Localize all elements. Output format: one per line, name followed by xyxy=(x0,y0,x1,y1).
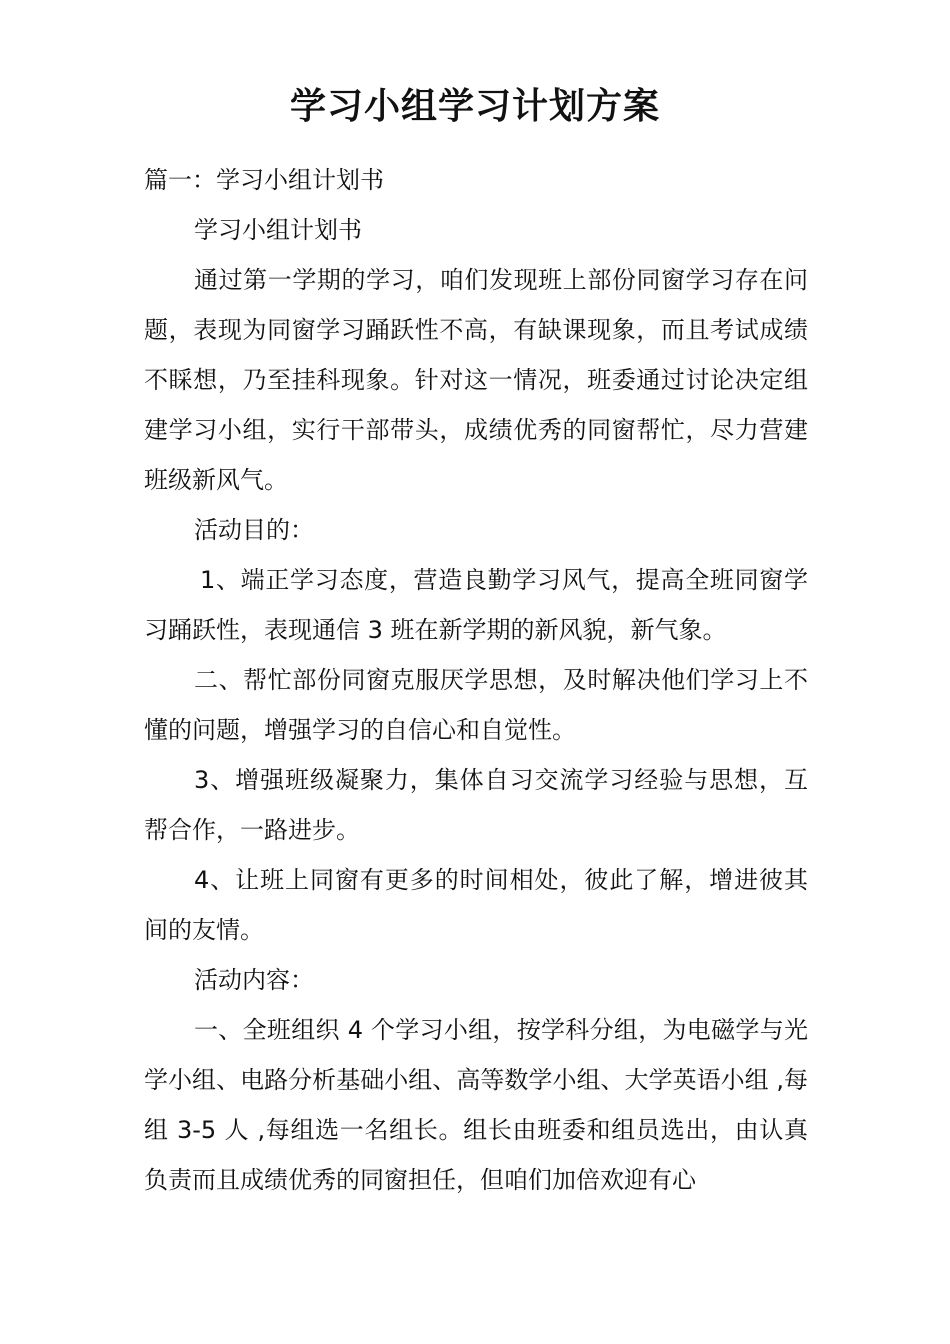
content-item-1: 一、全班组织 4 个学习小组，按学科分组，为电磁学与光学小组、电路分析基础小组、高等数学小组、大学英语小组 ,每组 3-5 人 ,每组选一名组长。组长由班委和组员选出，由认真负责而且成绩优秀的同窗担任，但咱们加倍欢迎有心 xyxy=(144,1016,808,1194)
purpose-item-1: 1、端正学习态度，营造良勤学习风气，提高全班同窗学习踊跃性，表现通信 3 班在新学期的新风貌，新气象。 xyxy=(144,566,808,644)
subtitle-paragraph: 学习小组计划书 xyxy=(194,216,362,244)
purpose-heading: 活动目的： xyxy=(194,516,314,544)
intro-paragraph: 通过第一学期的学习，咱们发现班上部份同窗学习存在问题，表现为同窗学习踊跃性不高，有缺课现象，而且考试成绩不睬想，乃至挂科现象。针对这一情况，班委通过讨论决定组建学习小组，实行干部带头，成绩优秀的同窗帮忙，尽力营建班级新风气。 xyxy=(144,266,808,494)
purpose-item-4: 4、让班上同窗有更多的时间相处，彼此了解，增进彼其间的友情。 xyxy=(144,866,808,944)
document-body xyxy=(144,155,808,1205)
content-heading: 活动内容： xyxy=(194,966,314,994)
purpose-item-2: 二、帮忙部份同窗克服厌学思想，及时解决他们学习上不懂的问题，增强学习的自信心和自觉性。 xyxy=(144,666,808,744)
document-title: 学习小组学习计划方案 xyxy=(289,86,660,127)
section-heading: 篇一：学习小组计划书 xyxy=(144,166,384,194)
purpose-item-3: 3、增强班级凝聚力，集体自习交流学习经验与思想，互帮合作，一路进步。 xyxy=(144,766,808,844)
